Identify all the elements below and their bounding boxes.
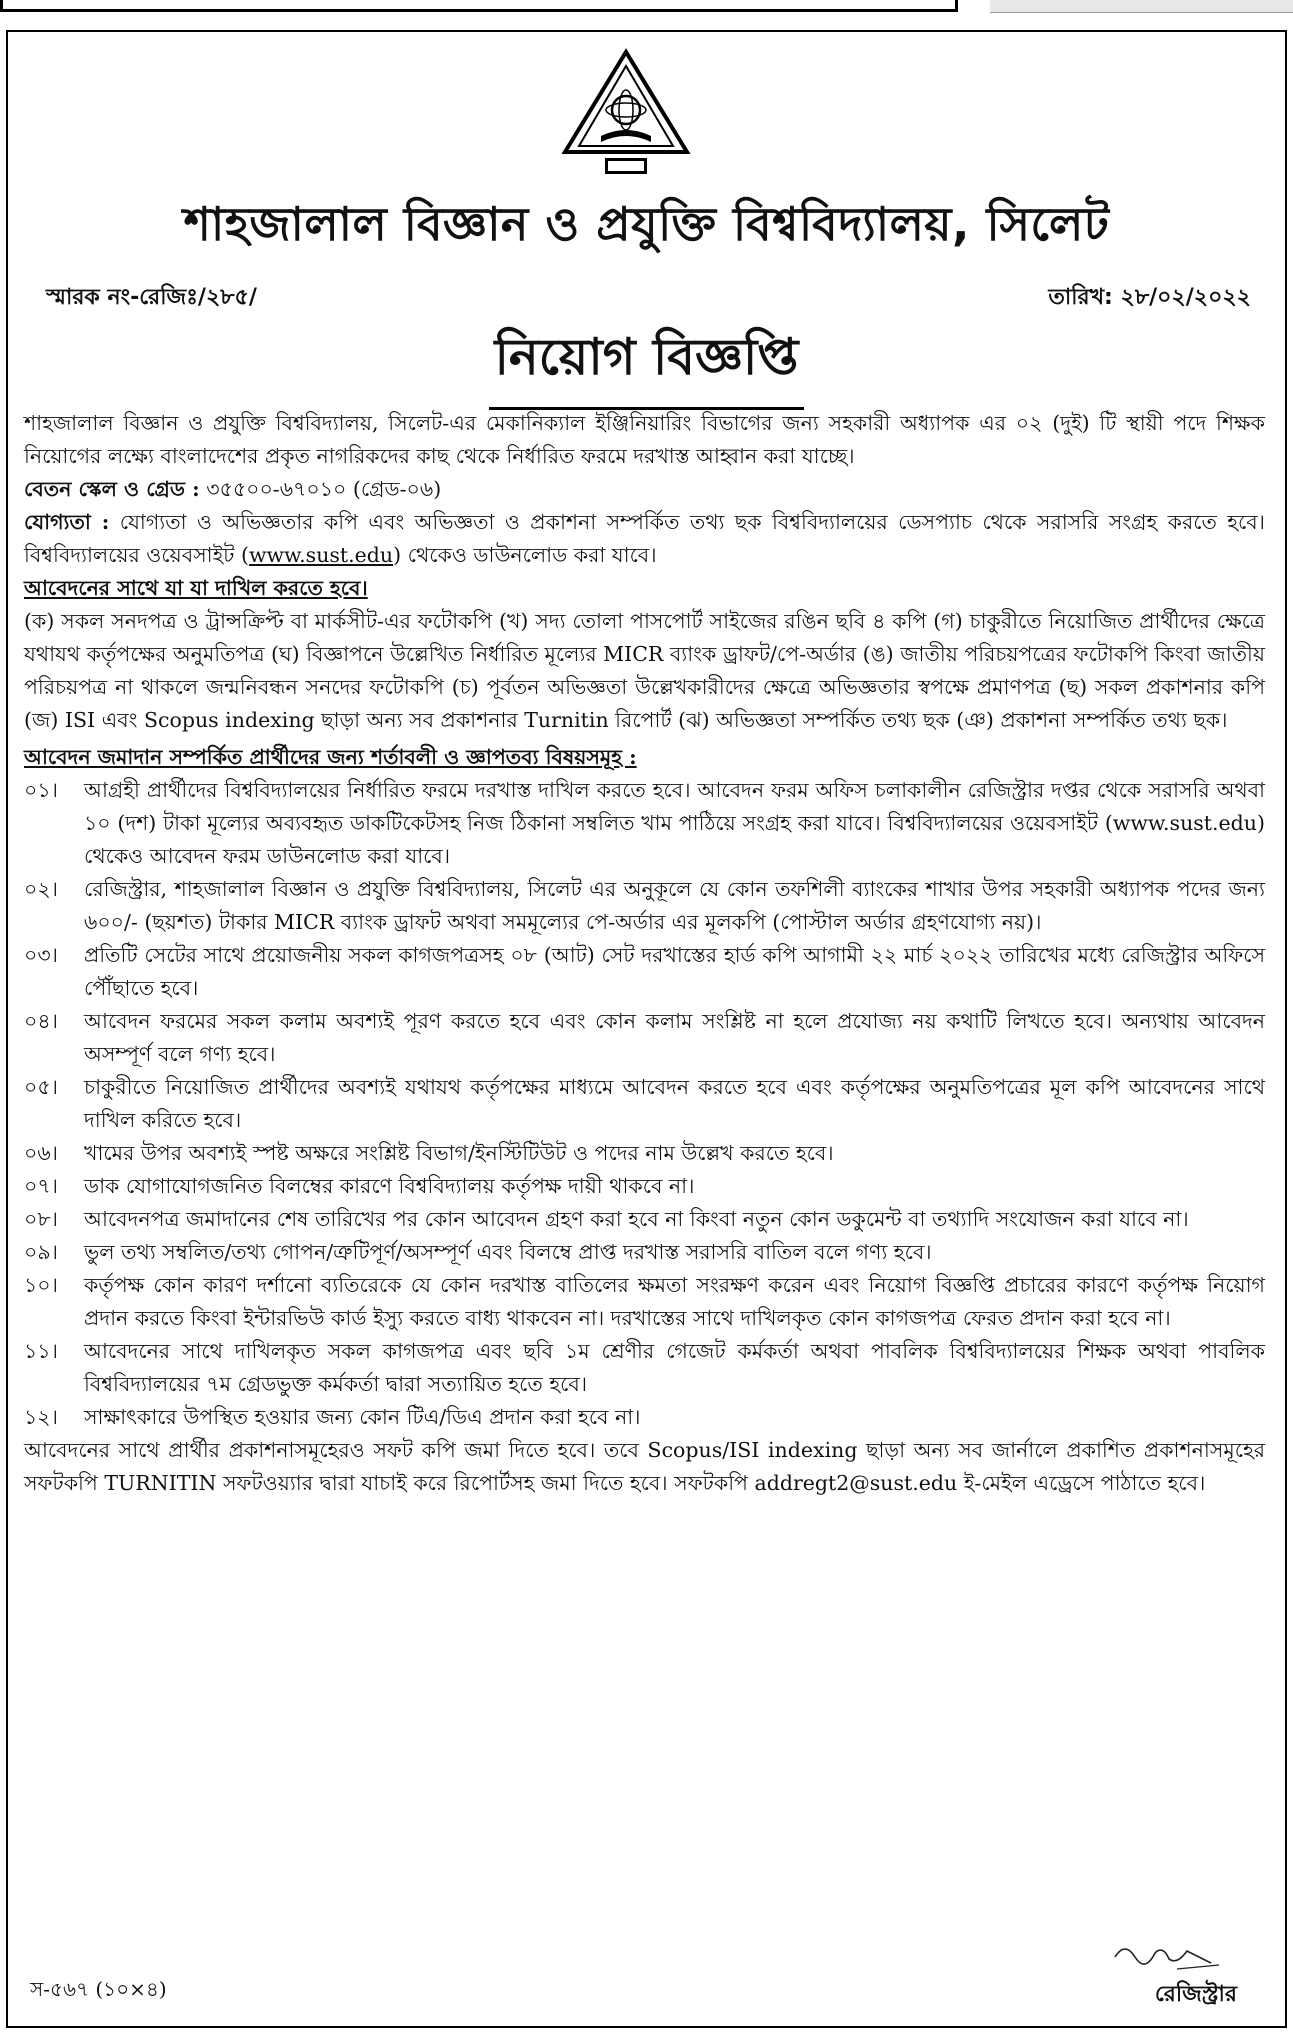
intro-paragraph: শাহজালাল বিজ্ঞান ও প্রযুক্তি বিশ্ববিদ্যালয়, সিলেট-এর মেকানিক্যাল ইঞ্জিনিয়ারিং বিভাগের জন্য সহকারী অধ্যাপক এর ০২ (দুই) টি স্থায়ী পদে শিক্ষক নিয়োগের লক্ষ্যে বাংলাদেশের প্রকৃত নাগরিকদের কাছ থেকে নির্ধারিত ফরমে দরখাস্ত আহ্বান করা যাচ্ছে। [24,411,1265,468]
item-text: চাকুরীতে নিয়োজিত প্রার্থীদের অবশ্যই যথাযথ কর্তৃপক্ষের মাধ্যমে আবেদন করতে হবে এবং কর্তৃপক্ষের অনুমতিপত্রের মূল কপি আবেদনের সাথে দাখিল করিতে হবে। [84,1075,1265,1132]
list-item [24,1236,1265,1269]
qualification-text: যোগ্যতা ও অভিজ্ঞতার কপি এবং অভিজ্ঞতা ও প্রকাশনা সম্পর্কিত তথ্য ছক বিশ্ববিদ্যালয়ের ডেসপ্যাচ থেকে সরাসরি সংগ্রহ করতে হবে। বিশ্ববিদ্যালয়ের ওয়েবসাইট ( [24,510,1265,567]
top-right-clip [990,0,1293,13]
registrar-title: রেজিস্ট্রার [1154,1982,1237,2007]
item-number: ১২। [24,1405,58,1429]
conditions-heading: আবেদন জমাদান সম্পর্কিত প্রার্থীদের জন্য শর্তাবলী ও জ্ঞাপতব্য বিষয়সমূহ : [24,745,637,769]
item-number: ০৭। [24,1174,58,1198]
documents-heading: আবেদনের সাথে যা যা দাখিল করতে হবে। [24,576,368,600]
list-item [24,939,1265,1005]
item-text: আগ্রহী প্রার্থীদের বিশ্ববিদ্যালয়ের নির্ধারিত ফরমে দরখাস্ত দাখিল করতে হবে। আবেদন ফরম অফিস চলাকালীন রেজিস্ট্রার দপ্তর থেকে সরাসরি অথবা ১০ (দশ) টাকা মূল্যের অব্যবহৃত ডাকটিকেটসহ নিজ ঠিকানা সম্বলিত খাম পাঠিয়ে সংগ্রহ করা যাবে। বিশ্ববিদ্যালয়ের ওয়েবসাইট (www.sust.edu) থেকেও আবেদন ফরম ডাউনলোড করা যাবে। [84,778,1265,868]
item-text: প্রতিটি সেটের সাথে প্রয়োজনীয় সকল কাগজপত্রসহ ০৮ (আট) সেট দরখাস্তের হার্ড কপি আগামী ২২ মার্চ ২০২২ তারিখের মধ্যে রেজিস্ট্রার অফিসে পৌঁছাতে হবে। [84,943,1265,1000]
top-border-decoration [0,0,958,12]
item-number: ০৮। [24,1207,58,1231]
documents-list: (ক) সকল সনদপত্র ও ট্রান্সক্রিপ্ট বা মার্কসীট-এর ফটোকপি (খ) সদ্য তোলা পাসপোর্ট সাইজের রঙিন ছবি ৪ কপি (গ) চাকুরীতে নিয়োজিত প্রার্থীদের ক্ষেত্রে যথাযথ কর্তৃপক্ষের অনুমতিপত্র (ঘ) বিজ্ঞাপনে উল্লেখিত নির্ধারিত মূল্যের MICR ব্যাংক ড্রাফট/পে-অর্ডার (ঙ) জাতীয় পরিচয়পত্রের ফটোকপি কিংবা জাতীয় পরিচয়পত্র না থাকলে জন্মনিবন্ধন সনদের ফটোকপি (চ) পূর্বতন অভিজ্ঞতা উল্লেখকারীদের ক্ষেত্রে অভিজ্ঞতার স্বপক্ষে প্রমাণপত্র (ছ) সকল প্রকাশনার কপি (জ) ISI এবং Scopus indexing ছাড়া অন্য সব প্রকাশনার Turnitin রিপোর্ট (ঝ) অভিজ্ঞতা সম্পর্কিত তথ্য ছক (ঞ) প্রকাশনা সম্পর্কিত তথ্য ছক। [24,609,1266,732]
item-text: আবেদনপত্র জমাদানের শেষ তারিখের পর কোন আবেদন গ্রহণ করা হবে না কিংবা নতুন কোন ডকুমেন্ট বা তথ্যাদি সংযোজন করা যাবে না। [84,1207,1189,1231]
salary-line [24,473,1265,506]
item-text: খামের উপর অবশ্যই স্পষ্ট অক্ষরে সংশ্লিষ্ট বিভাগ/ইনস্টিটিউট ও পদের নাম উল্লেখ করতে হবে। [84,1141,834,1165]
website-link[interactable]: www.sust.edu [248,543,394,567]
conditions-list [24,774,1265,1434]
list-item [24,1401,1265,1434]
item-number: ০২। [24,877,58,901]
registrar-signature [1107,1935,1227,1975]
list-item [24,1005,1265,1071]
qualification-paragraph [24,506,1265,572]
item-number: ০৩। [24,943,58,967]
salary-label: বেতন স্কেল ও গ্রেড : [24,477,200,501]
list-item [24,774,1265,873]
notice-date: তারিখ: ২৮/০২/২০২২ [1048,285,1251,310]
item-number: ০৬। [24,1141,58,1165]
university-name: শাহজালাল বিজ্ঞান ও প্রযুক্তি বিশ্ববিদ্যালয়, সিলেট [183,197,1110,251]
qualification-label: যোগ্যতা : [24,510,110,534]
list-item [24,1170,1265,1203]
notice-title-wrap [0,320,1293,410]
list-item [24,1269,1265,1335]
item-number: ১০। [24,1273,58,1297]
publication-code: স-৫৬৭ (১০×৪) [30,1977,167,2001]
memo-number: স্মারক নং-রেজিঃ/২৮৫/ [46,285,257,310]
notice-title: নিয়োগ বিজ্ঞপ্তি [489,320,805,410]
notice-body [24,407,1265,1500]
item-number: ০৯। [24,1240,58,1264]
item-text: কর্তৃপক্ষ কোন কারণ দর্শানো ব্যতিরেকে যে কোন দরখাস্ত বাতিলের ক্ষমতা সংরক্ষণ করেন এবং নিয়োগ বিজ্ঞপ্তি প্রচারের কারণে কর্তৃপক্ষ নিয়োগ প্রদান করতে কিংবা ইন্টারভিউ কার্ড ইস্যু করতে বাধ্য থাকবেন না। দরখাস্তের সাথে দাখিলকৃত কোন কাগজপত্র ফেরত প্রদান করা হবে না। [84,1273,1265,1330]
item-number: ০৪। [24,1009,58,1033]
item-text: ভুল তথ্য সম্বলিত/তথ্য গোপন/ত্রুটিপূর্ণ/অসম্পূর্ণ এবং বিলম্বে প্রাপ্ত দরখাস্ত সরাসরি বাতিল বলে গণ্য হবে। [84,1240,932,1264]
qualification-text-end: ) থেকেও ডাউনলোড করা যাবে। [393,543,657,567]
item-number: ০১। [24,778,58,802]
item-text: আবেদন ফরমের সকল কলাম অবশ্যই পূরণ করতে হবে এবং কোন কলাম সংশ্লিষ্ট না হলে প্রযোজ্য নয় কথাটি লিখতে হবে। অন্যথায় আবেদন অসম্পূর্ণ বলে গণ্য হবে। [84,1009,1265,1066]
item-text: সাক্ষাৎকারে উপস্থিত হওয়ার জন্য কোন টিএ/ডিএ প্রদান করা হবে না। [84,1405,641,1429]
item-text: আবেদনের সাথে দাখিলকৃত সকল কাগজপত্র এবং ছবি ১ম শ্রেণীর গেজেট কর্মকর্তা অথবা পাবলিক বিশ্ববিদ্যালয়ের শিক্ষক অথবা পাবলিক বিশ্ববিদ্যালয়ের ৭ম গ্রেডভুক্ত কর্মকর্তা দ্বারা সত্যায়িত হতে হবে। [84,1339,1265,1396]
salary-value: ৩৫৫০০-৬৭০১০ (গ্রেড-০৬) [206,477,442,501]
item-text: ডাক যোগাযোগজনিত বিলম্বের কারণে বিশ্ববিদ্যালয় কর্তৃপক্ষ দায়ী থাকবে না। [84,1174,695,1198]
list-item [24,1203,1265,1236]
list-item [24,1071,1265,1137]
item-text: রেজিস্ট্রার, শাহজালাল বিজ্ঞান ও প্রযুক্তি বিশ্ববিদ্যালয়, সিলেট এর অনুকূলে যে কোন তফশিলী ব্যাংকের শাখার উপর সহকারী অধ্যাপক পদের জন্য ৬০০/- (ছয়শত) টাকার MICR ব্যাংক ড্রাফট অথবা সমমূল্যের পে-অর্ডার এর মূলকপি (পোস্টাল অর্ডার গ্রহণযোগ্য নয়)। [84,877,1265,934]
item-number: ১১। [24,1339,58,1363]
list-item [24,1137,1265,1170]
list-item [24,1335,1265,1401]
university-seal-icon [561,48,691,180]
list-item [24,873,1265,939]
closing-paragraph: আবেদনের সাথে প্রার্থীর প্রকাশনাসমূহেরও সফট কপি জমা দিতে হবে। তবে Scopus/ISI indexing ছাড়া অন্য সব জার্নালে প্রকাশিত প্রকাশনাসমূহের সফটকপি TURNITIN সফটওয়্যার দ্বারা যাচাই করে রিপোর্টসহ জমা দিতে হবে। সফটকপি addregt2@sust.edu ই-মেইল এড্রেসে পাঠাতে হবে। [24,1438,1265,1495]
item-number: ০৫। [24,1075,58,1099]
